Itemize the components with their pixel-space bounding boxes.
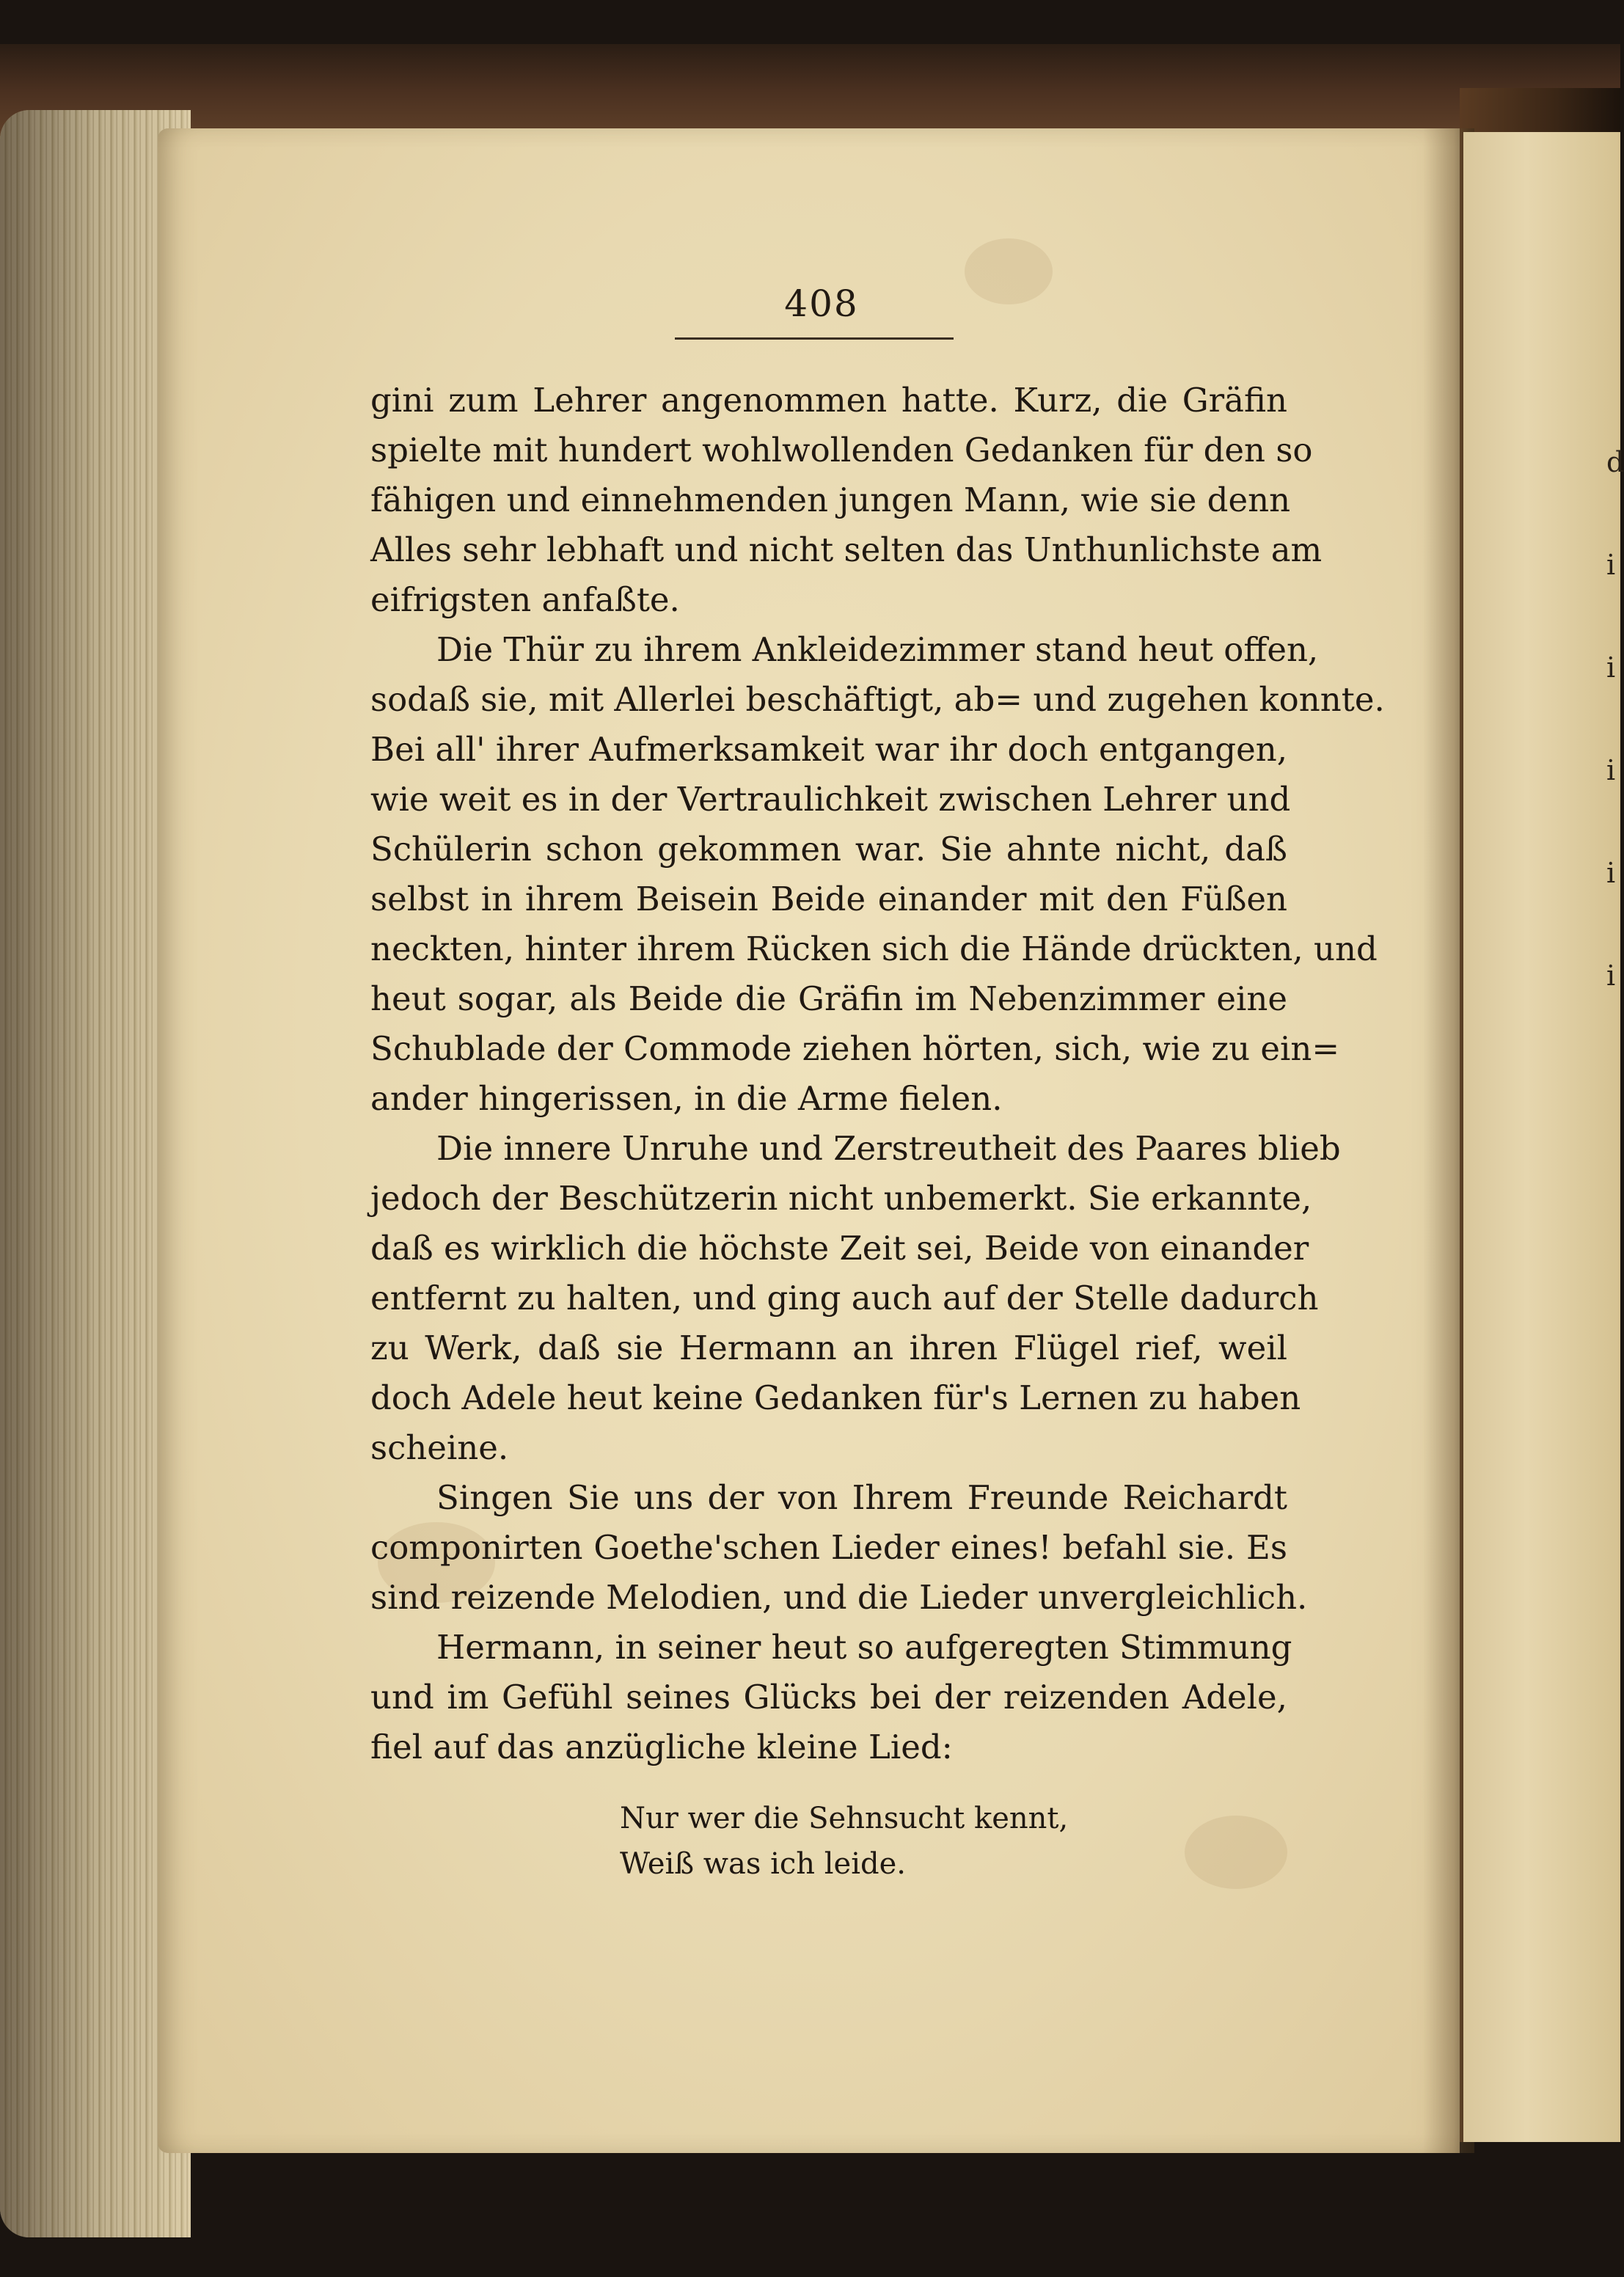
- facing-page-edge: [1463, 132, 1620, 2142]
- text-line: Die innere Unruhe und Zerstreutheit des Paares blieb: [436, 1129, 1341, 1168]
- text-line: gini zum Lehrer angenommen hatte. Kurz, die Gräfin: [370, 381, 1287, 420]
- text-line: Die Thür zu ihrem Ankleidezimmer stand heut offen,: [436, 630, 1319, 669]
- text-line: selbst in ihrem Beisein Beide einander mit den Füßen: [370, 880, 1287, 918]
- text-line: heut sogar, als Beide die Gräfin im Nebenzimmer eine: [370, 979, 1287, 1018]
- paper-stain: [1185, 1816, 1287, 1889]
- header-rule: [675, 337, 954, 340]
- body-text: [370, 376, 1385, 1772]
- text-line: und im Gefühl seines Glücks bei der reizenden Adele,: [370, 1678, 1287, 1717]
- text-line: daß es wirklich die höchste Zeit sei, Beide von einander: [370, 1229, 1309, 1268]
- facing-letter: i: [1606, 754, 1616, 786]
- verse-line: Weiß was ich leide.: [620, 1847, 906, 1881]
- facing-letter: i: [1606, 549, 1616, 581]
- text-line: fiel auf das anzügliche kleine Lied:: [370, 1728, 953, 1766]
- text-line: Hermann, in seiner heut so aufgeregten Stimmung: [436, 1628, 1292, 1667]
- page-number: 408: [784, 282, 859, 325]
- text-line: doch Adele heut keine Gedanken für's Lernen zu haben: [370, 1378, 1301, 1417]
- text-line: ander hingerissen, in die Arme fielen.: [370, 1079, 1003, 1118]
- text-line: Alles sehr lebhaft und nicht selten das Unthunlichste am: [370, 530, 1323, 569]
- facing-letter: i: [1606, 857, 1616, 889]
- text-line: zu Werk, daß sie Hermann an ihren Flügel rief, weil: [370, 1328, 1287, 1367]
- facing-letter: d: [1606, 446, 1624, 478]
- text-line: eifrigsten anfaßte.: [370, 580, 680, 619]
- text-line: sind reizende Melodien, und die Lieder unvergleichlich.: [370, 1578, 1308, 1617]
- facing-page-letters: [1606, 411, 1624, 1027]
- text-line: neckten, hinter ihrem Rücken sich die Hände drückten, und: [370, 929, 1378, 968]
- text-line: Bei all' ihrer Aufmerksamkeit war ihr doch entgangen,: [370, 730, 1287, 769]
- facing-letter: i: [1606, 960, 1616, 992]
- paper-stain: [965, 238, 1053, 304]
- text-line: wie weit es in der Vertraulichkeit zwischen Lehrer und: [370, 780, 1291, 819]
- text-line: entfernt zu halten, und ging auch auf der Stelle dadurch: [370, 1279, 1319, 1317]
- facing-letter: i: [1606, 651, 1616, 684]
- verse-line: Nur wer die Sehnsucht kennt,: [620, 1802, 1069, 1835]
- text-line: Schülerin schon gekommen war. Sie ahnte nicht, daß: [370, 830, 1287, 869]
- text-line: fähigen und einnehmenden jungen Mann, wie sie denn: [370, 480, 1291, 519]
- text-line: componirten Goethe'schen Lieder eines! befahl sie. Es: [370, 1528, 1287, 1567]
- text-line: Schublade der Commode ziehen hörten, sich, wie zu ein=: [370, 1029, 1340, 1068]
- text-line: spielte mit hundert wohlwollenden Gedanken für den so: [370, 431, 1313, 469]
- text-line: Singen Sie uns der von Ihrem Freunde Reichardt: [436, 1478, 1287, 1517]
- text-line: jedoch der Beschützerin nicht unbemerkt. Sie erkannte,: [370, 1179, 1312, 1218]
- text-line: scheine.: [370, 1428, 509, 1467]
- verse-block: [620, 1796, 1068, 1887]
- text-line: sodaß sie, mit Allerlei beschäftigt, ab= und zugehen konnte.: [370, 680, 1385, 719]
